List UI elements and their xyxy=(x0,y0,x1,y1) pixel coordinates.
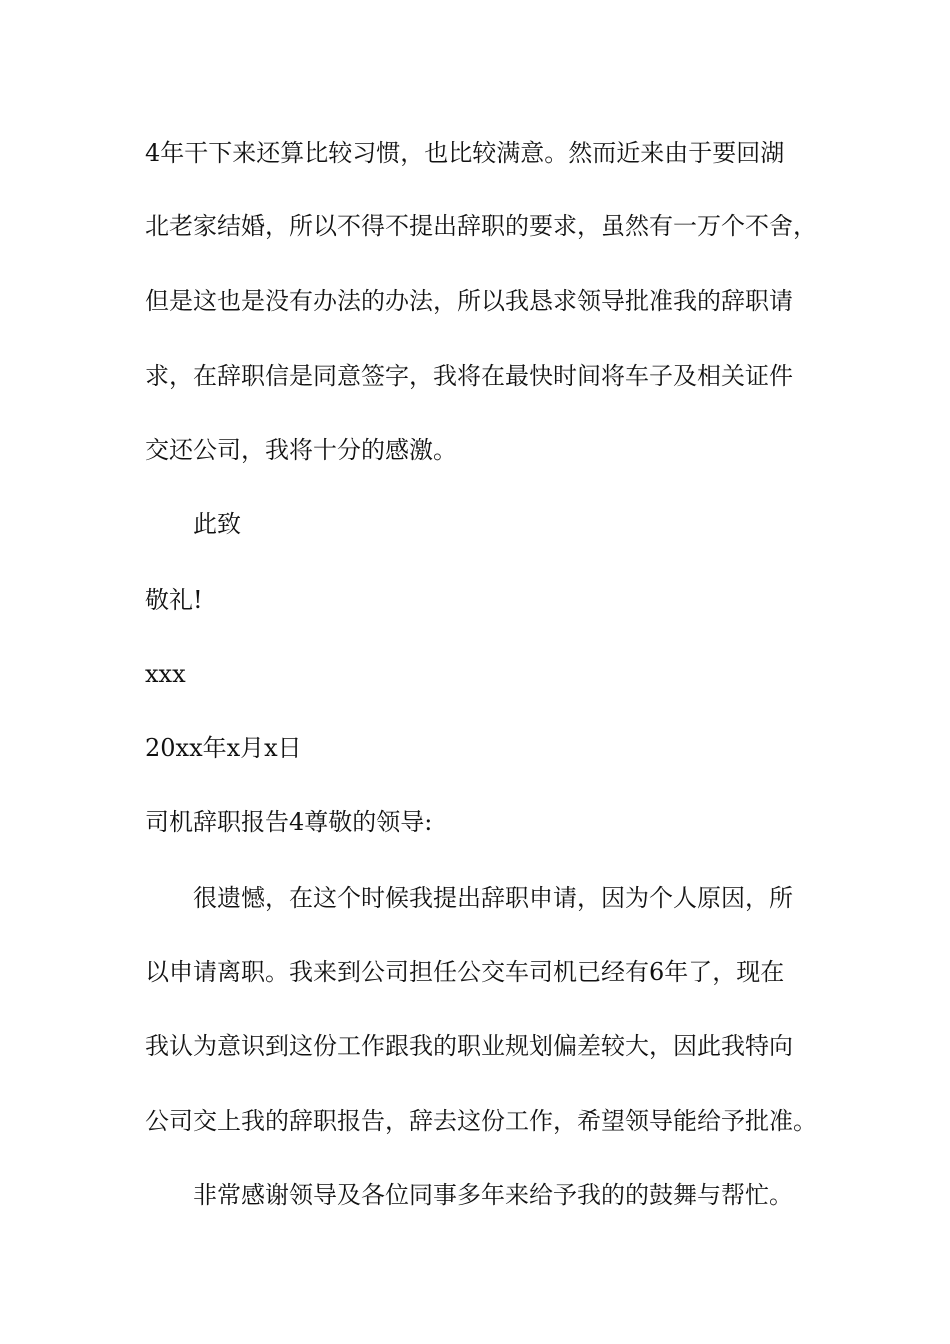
paragraph-line: 但是这也是没有办法的办法，所以我恳求领导批准我的辞职请 xyxy=(145,287,793,315)
closing-regards: 敬礼! xyxy=(145,586,203,614)
closing-salutation: 此致 xyxy=(193,510,241,538)
paragraph-line: 交还公司，我将十分的感激。 xyxy=(145,436,457,464)
paragraph-line: 以申请离职。我来到公司担任公交车司机已经有6年了，现在 xyxy=(145,958,785,986)
paragraph-line: 求，在辞职信是同意签字，我将在最快时间将车子及相关证件 xyxy=(145,362,793,390)
letter-date: 20xx年x月x日 xyxy=(145,734,302,762)
paragraph-line: 非常感谢领导及各位同事多年来给予我的的鼓舞与帮忙。 xyxy=(193,1181,793,1209)
paragraph-line: 很遗憾，在这个时候我提出辞职申请，因为个人原因，所 xyxy=(193,884,793,912)
signature: xxx xyxy=(145,660,186,688)
paragraph-line: 我认为意识到这份工作跟我的职业规划偏差较大，因此我特向 xyxy=(145,1032,793,1060)
paragraph-line: 4年干下来还算比较习惯，也比较满意。然而近来由于要回湖 xyxy=(145,139,785,167)
paragraph-line: 北老家结婚，所以不得不提出辞职的要求，虽然有一万个不舍， xyxy=(145,212,817,240)
letter-heading: 司机辞职报告4尊敬的领导: xyxy=(145,808,433,836)
paragraph-line: 公司交上我的辞职报告，辞去这份工作，希望领导能给予批准。 xyxy=(145,1107,817,1135)
